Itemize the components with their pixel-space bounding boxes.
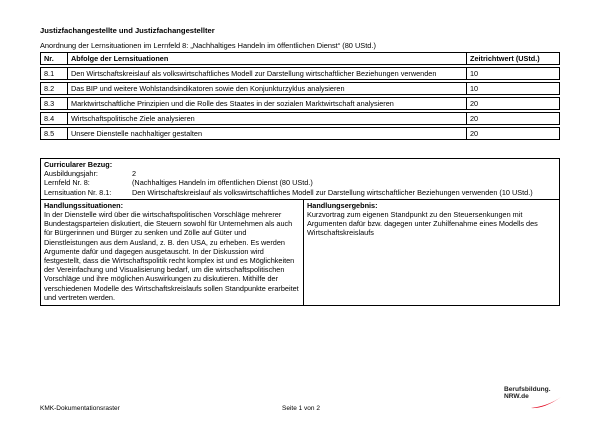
berufsbildung-logo	[504, 386, 564, 410]
logo-swoosh-icon	[530, 396, 562, 410]
document-title: Justizfachangestellte und Justizfachangestellter	[40, 26, 215, 35]
header-time: Zeitrichtwert (UStd.)	[467, 53, 560, 65]
situation-column	[41, 200, 304, 305]
learning-situations-table	[40, 52, 560, 140]
row-time: 20	[467, 98, 560, 110]
header-sequence: Abfolge der Lernsituationen	[68, 53, 467, 65]
table-row	[41, 128, 560, 140]
curricular-lf-row	[41, 178, 559, 187]
row-text: Das BIP und weitere Wohlstandsindikatoren sowie den Konjunkturzyklus analysieren	[68, 83, 467, 95]
row-time: 10	[467, 83, 560, 95]
curricular-ls-row	[41, 188, 559, 197]
row-text: Marktwirtschaftliche Prinzipien und die Rolle des Staates in der sozialen Marktwirtschaft analysieren	[68, 98, 467, 110]
row-text: Wirtschaftspolitische Ziele analysieren	[68, 113, 467, 125]
row-nr: 8.5	[41, 128, 68, 140]
table-caption: Anordnung der Lernsituationen im Lernfeld 8: „Nachhaltiges Handeln im öffentlichen Dienst“ (80 UStd.)	[40, 41, 376, 50]
year-value: 2	[132, 169, 137, 179]
curricular-heading: Curricularer Bezug:	[44, 160, 113, 169]
row-nr: 8.4	[41, 113, 68, 125]
ls-label: Lernsituation Nr. 8.1:	[44, 187, 112, 197]
page-number: Seite 1 von 2	[282, 405, 320, 412]
table-row	[41, 98, 560, 110]
row-time: 20	[467, 128, 560, 140]
situation-heading: Handlungssituationen:	[44, 200, 124, 210]
lf-value: (Nachhaltiges Handeln im öffentlichen Dienst (80 UStd.)	[132, 178, 313, 188]
row-text: Unsere Dienstelle nachhaltiger gestalten	[68, 128, 467, 140]
table-row	[41, 113, 560, 125]
row-time: 20	[467, 113, 560, 125]
result-text: Kurzvortrag zum eigenen Standpunkt zu den Steuersenkungen mit Argumenten dafür bzw. dagegen unter Zuhilfenahme eines Modells des Wirtschaftskreislaufs	[307, 210, 538, 238]
result-heading: Handlungsergebnis:	[307, 200, 378, 210]
table-row	[41, 68, 560, 80]
row-nr: 8.3	[41, 98, 68, 110]
ls-value: Den Wirtschaftskreislauf als volkswirtschaftliches Modell zur Darstellung wirtschaftlicher Beziehungen verwenden (10 UStd.)	[132, 187, 533, 197]
footer-left-text: KMK-Dokumentationsraster	[40, 405, 120, 412]
situation-text: In der Dienstelle wird über die wirtschaftspolitischen Vorschläge mehrerer Bundestagsparteien diskutiert, die Steuern sowohl für Unternehmen als auch für Bürgerinnen und Bürger zu senken und Zölle auf Güter und Dienstleistungen aus dem Ausland, z. B. den USA, zu erheben. Es werden Argumente dafür und dagegen ausgetauscht. In der Diskussion wird festgestellt, dass die Wirtschaftspolitik recht komplex ist und es Möglichkeiten der Vereinfachung und Visualisierung bedarf, um die wirtschaftspolitischen Vorschläge und ihre möglichen Auswirkungen zu diskutieren. Mithilfe der verschiedenen Modelle des Wirtschaftskreislaufs sollen Standpunkte erarbeitet und vertreten werden.	[44, 210, 299, 302]
logo-line2: NRW.de	[504, 393, 529, 400]
row-nr: 8.2	[41, 83, 68, 95]
year-label: Ausbildungsjahr:	[44, 169, 98, 179]
result-column	[304, 200, 559, 305]
row-text: Den Wirtschaftskreislauf als volkswirtschaftliches Modell zur Darstellung wirtschaftlicher Beziehungen verwenden	[68, 68, 467, 80]
logo-line1: Berufsbildung.	[504, 386, 551, 393]
row-nr: 8.1	[41, 68, 68, 80]
table-row	[41, 83, 560, 95]
curricular-year-row	[41, 169, 559, 178]
row-time: 10	[467, 68, 560, 80]
header-nr: Nr.	[41, 53, 68, 65]
table-header-row	[41, 53, 560, 65]
lf-label: Lernfeld Nr. 8:	[44, 178, 90, 188]
curricular-box	[40, 158, 560, 306]
situation-result-section	[41, 200, 559, 305]
